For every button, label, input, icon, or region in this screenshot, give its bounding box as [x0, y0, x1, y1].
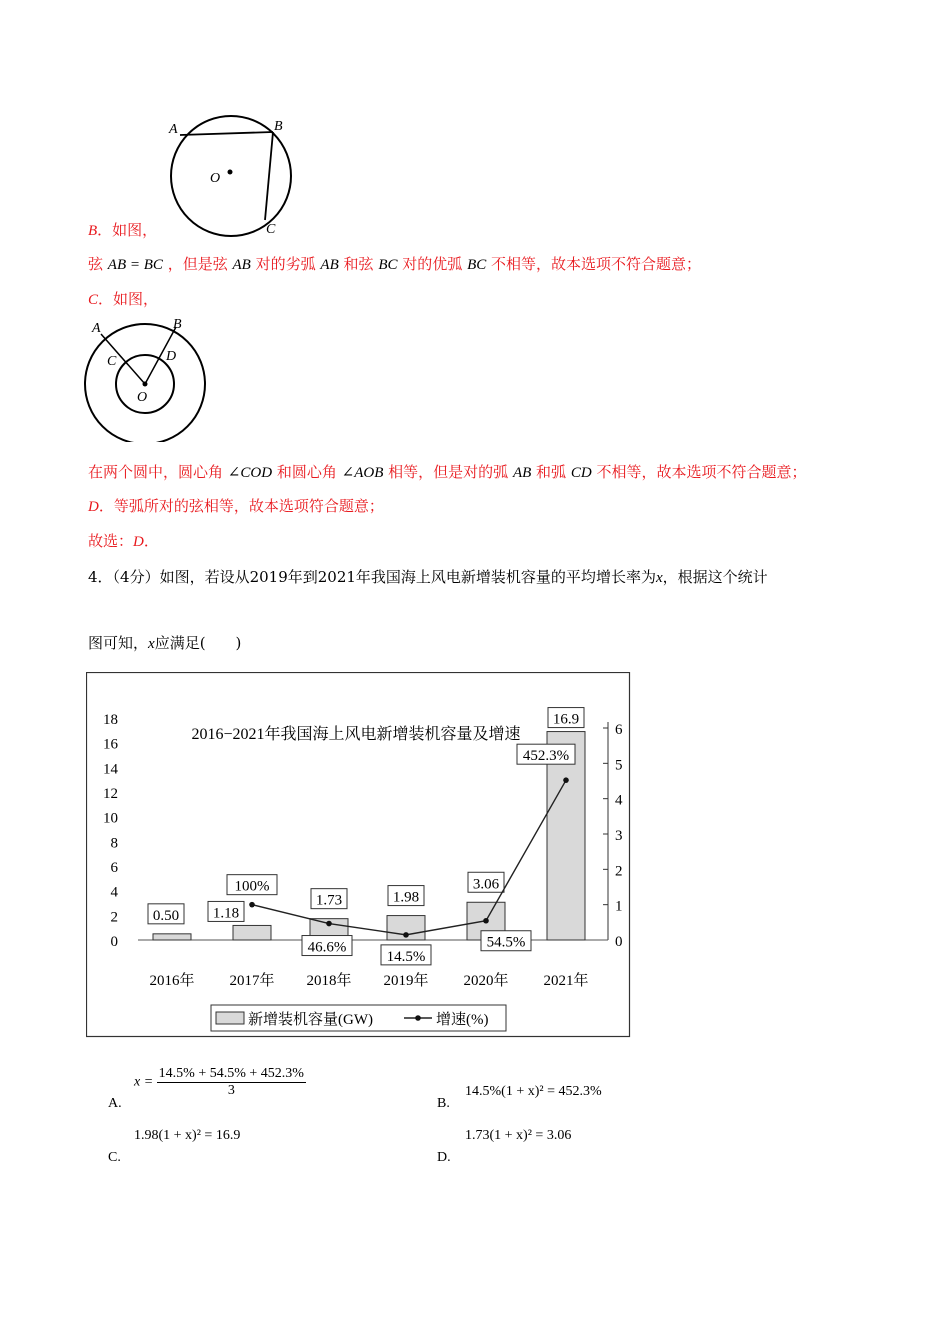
growth-point [403, 932, 409, 938]
math-seg: CD [570, 465, 592, 481]
solution-c-heading [88, 289, 158, 310]
solution-c-intro: ．如图， [98, 290, 159, 308]
chord-bc [265, 132, 273, 220]
x-category-label: 2021年 [543, 973, 589, 989]
option-d-label[interactable]: D. [437, 1150, 451, 1165]
text-seg: 对的劣弧 [255, 255, 316, 273]
text-seg: ． [143, 532, 159, 550]
x-category-label: 2019年 [383, 973, 429, 989]
growth-point [249, 902, 255, 908]
math-seg: ∠AOB [341, 465, 384, 481]
x-category-label: 2017年 [229, 973, 275, 989]
bar [153, 934, 191, 940]
label-o-b: O [210, 171, 221, 186]
math-seg: AB = BC [107, 257, 163, 273]
solution-b-intro: ．如图， [97, 221, 158, 239]
bar-value-label: 0.50 [152, 907, 180, 924]
label-a-c: A [92, 321, 101, 336]
right-tick-label: 3 [615, 828, 623, 844]
solution-c-explanation [88, 462, 806, 483]
fraction-denominator: 3 [227, 1083, 235, 1098]
left-tick-label: 2 [110, 909, 118, 926]
x-category-label: 2018年 [306, 973, 352, 989]
left-tick-label: 4 [110, 884, 118, 901]
math-seg: BC [378, 257, 398, 273]
option-letter-d: D [88, 499, 99, 515]
text-seg: 在两个圆中，圆心角 [88, 463, 224, 481]
figure-b-circle [160, 112, 300, 237]
growth-point [563, 777, 569, 783]
center-dot-c [143, 382, 148, 387]
option-b-label[interactable]: B. [437, 1096, 450, 1111]
right-tick-label: 5 [615, 757, 623, 774]
left-tick-label: 18 [103, 712, 118, 728]
bar-value-label: 3.06 [472, 876, 500, 893]
text-seg: ．等弧所对的弦相等，故本选项符合题意； [98, 497, 384, 515]
growth-point [326, 921, 332, 927]
legend-bar-label: 新增装机容量(GW) [248, 1012, 373, 1028]
answer-blank: ( ) [199, 634, 242, 652]
growth-value-label: 54.5% [486, 934, 526, 951]
bar [233, 925, 271, 940]
question-4-line2 [88, 633, 241, 654]
growth-value-label: 14.5% [386, 948, 426, 965]
label-o-c: O [137, 390, 148, 405]
math-seg: AB [320, 257, 339, 273]
label-a-b: A [169, 122, 178, 137]
x-category-label: 2016年 [149, 973, 195, 989]
option-letter-c: C [88, 292, 99, 308]
question-text: ，根据这个统计 [662, 568, 768, 586]
left-tick-label: 8 [110, 835, 118, 852]
left-tick-label: 12 [103, 786, 118, 802]
left-tick-label: 6 [110, 860, 118, 876]
question-var: x [655, 570, 663, 586]
figure-c-concentric [82, 312, 212, 442]
question-text: 4．（4分）如图，若设从2019年到2021年我国海上风电新增装机容量的平均增长率为 [88, 568, 656, 586]
growth-value-label: 100% [234, 878, 270, 895]
chord-ab [180, 132, 273, 135]
fraction [157, 1066, 306, 1099]
answer-value: D [133, 534, 144, 550]
right-tick-label: 0 [615, 934, 623, 950]
left-tick-label: 0 [110, 934, 118, 950]
bar-value-label: 1.73 [315, 892, 343, 909]
bar-value-label: 1.18 [212, 905, 240, 922]
legend-line-marker [415, 1015, 421, 1021]
text-seg: 和圆心角 [276, 463, 337, 481]
text-seg: 和弧 [536, 463, 567, 481]
bar-value-label: 16.9 [552, 711, 580, 728]
formula-lhs: x = [134, 1074, 154, 1090]
label-c-c: C [107, 354, 117, 369]
math-seg: AB [512, 465, 532, 481]
x-category-label: 2020年 [463, 973, 509, 989]
label-b-b: B [274, 119, 283, 134]
growth-value-label: 46.6% [307, 939, 347, 956]
option-c-formula: 1.98(1 + x)² = 16.9 [134, 1128, 241, 1143]
label-b-c: B [173, 317, 182, 332]
growth-point [483, 918, 489, 924]
solution-answer [88, 531, 159, 552]
text-seg: 对的优弧 [402, 255, 463, 273]
math-seg: BC [467, 257, 487, 273]
question-text: 图可知， [88, 634, 149, 652]
text-seg: 不相等，故本选项不符合题意； [596, 463, 807, 481]
center-dot-b [228, 170, 233, 175]
left-tick-label: 16 [103, 736, 118, 753]
fraction-numerator: 14.5% + 54.5% + 452.3% [158, 1066, 304, 1081]
right-tick-label: 6 [615, 722, 623, 738]
left-tick-label: 10 [103, 810, 118, 827]
option-a-label[interactable]: A. [108, 1096, 122, 1111]
legend-line-label: 增速(%) [436, 1012, 489, 1028]
option-a-formula [134, 1066, 306, 1099]
math-seg: ∠COD [227, 465, 273, 481]
chart-title: 2016−2021年我国海上风电新增装机容量及增速 [191, 726, 521, 743]
solution-b-heading [88, 220, 157, 241]
legend-bar-swatch [216, 1012, 244, 1024]
solution-b-explanation [88, 254, 701, 275]
wind-power-chart [86, 672, 631, 1038]
text-seg: 相等，但是对的弧 [388, 463, 509, 481]
growth-value-label: 452.3% [522, 748, 570, 765]
answer-label: 故选： [88, 532, 134, 550]
right-tick-label: 2 [615, 863, 623, 880]
text-seg: 弦 [88, 255, 104, 273]
left-tick-label: 14 [103, 761, 118, 778]
question-4-line1 [88, 567, 768, 588]
option-c-label[interactable]: C. [108, 1150, 121, 1165]
text-seg: ，但是弦 [167, 255, 228, 273]
text-seg: 和弦 [343, 255, 374, 273]
question-var: x [148, 636, 155, 652]
math-seg: AB [232, 257, 251, 273]
option-b-formula: 14.5%(1 + x)² = 452.3% [465, 1084, 602, 1099]
right-tick-label: 4 [615, 792, 623, 809]
question-text: 应满足 [154, 634, 200, 652]
option-d-formula: 1.73(1 + x)² = 3.06 [465, 1128, 572, 1143]
right-tick-label: 1 [615, 898, 623, 915]
text-seg: 不相等，故本选项不符合题意； [491, 255, 702, 273]
label-d-c: D [166, 349, 177, 364]
label-c-b: C [266, 222, 276, 237]
bar-value-label: 1.98 [392, 889, 420, 906]
option-letter-b: B [88, 223, 98, 239]
solution-d-explanation [88, 496, 384, 517]
